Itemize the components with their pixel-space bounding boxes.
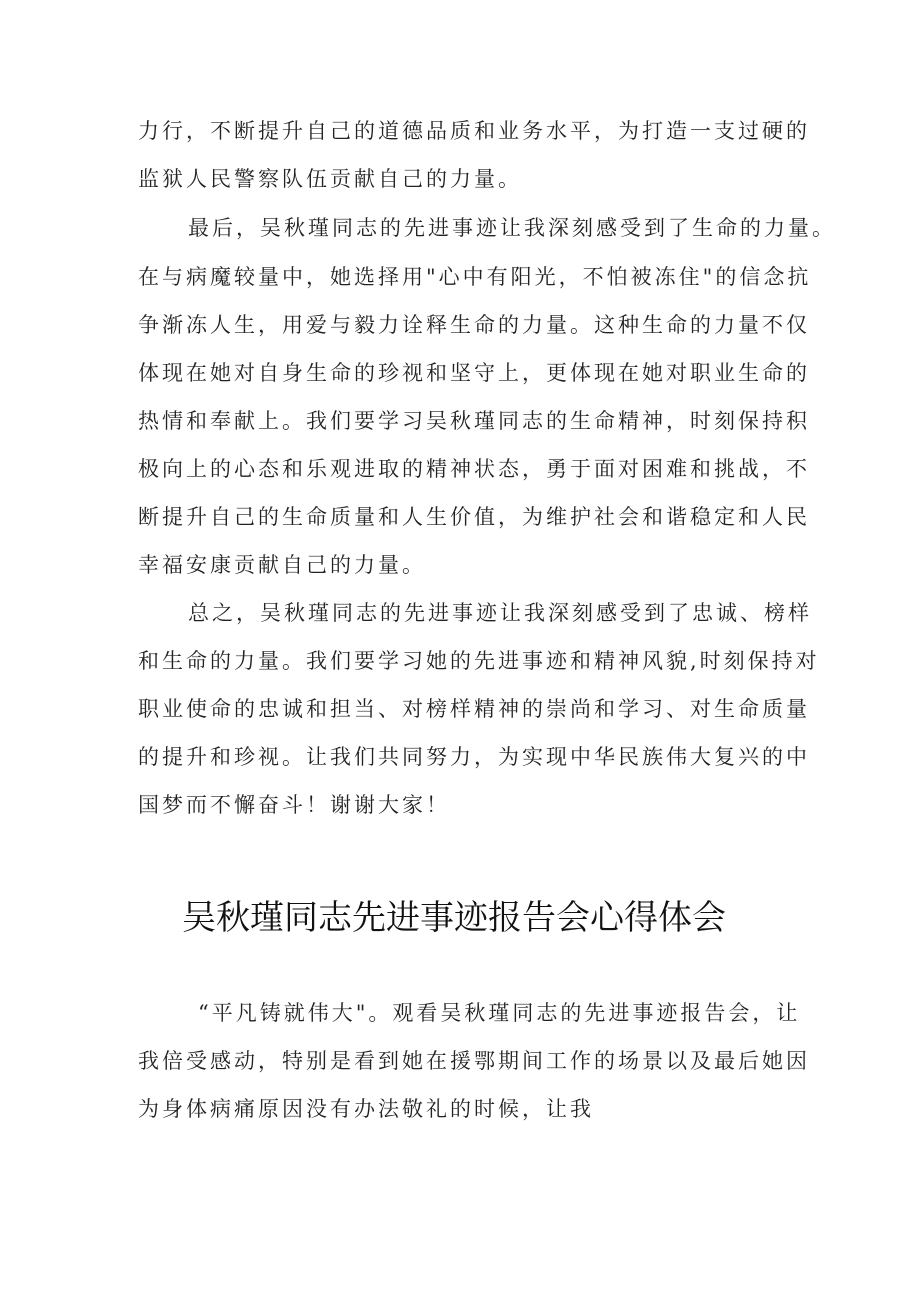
paragraph-line: 监狱人民警察队伍贡献自己的力量。 xyxy=(138,167,522,191)
paragraph-line: 总之，吴秋瑾同志的先进事迹让我深刻感受到了忠诚、榜样 xyxy=(164,601,812,625)
paragraph-line: 最后，吴秋瑾同志的先进事迹让我深刻感受到了生命的力量。 xyxy=(164,216,836,240)
paragraph-line: 极向上的心态和乐观进取的精神状态，勇于面对困难和挑战，不 xyxy=(138,457,810,481)
paragraph-line: 国梦而不懈奋斗！谢谢大家！ xyxy=(138,793,450,817)
paragraph-line: 断提升自己的生命质量和人生价值，为维护社会和谐稳定和人民 xyxy=(138,505,810,529)
paragraph-line: 和生命的力量。我们要学习她的先进事迹和精神风貌,时刻保持对 xyxy=(138,649,820,673)
paragraph-line: 幸福安康贡献自己的力量。 xyxy=(138,553,426,577)
paragraph-line: 我倍受感动，特别是看到她在援鄂期间工作的场景以及最后她因 xyxy=(138,1049,810,1073)
paragraph-line: 热情和奉献上。我们要学习吴秋瑾同志的生命精神，时刻保持积 xyxy=(138,409,810,433)
paragraph-line: 为身体病痛原因没有办法敬礼的时候，让我 xyxy=(138,1097,594,1121)
paragraph-line: 争渐冻人生，用爱与毅力诠释生命的力量。这种生命的力量不仅 xyxy=(138,313,810,337)
paragraph-line: 力行，不断提升自己的道德品质和业务水平，为打造一支过硬的 xyxy=(138,119,810,143)
paragraph-line: 职业使命的忠诚和担当、对榜样精神的崇尚和学习、对生命质量 xyxy=(138,697,810,721)
paragraph-line: 的提升和珍视。让我们共同努力，为实现中华民族伟大复兴的中 xyxy=(138,745,810,769)
document-title: 吴秋瑾同志先进事迹报告会心得体会 xyxy=(182,898,726,938)
paragraph-line: “平凡铸就伟大"。观看吴秋瑾同志的先进事迹报告会，让 xyxy=(174,1001,801,1025)
paragraph-line: 体现在她对自身生命的珍视和坚守上，更体现在她对职业生命的 xyxy=(138,361,810,385)
paragraph-line: 在与病魔较量中，她选择用"心中有阳光，不怕被冻住"的信念抗 xyxy=(138,265,812,289)
